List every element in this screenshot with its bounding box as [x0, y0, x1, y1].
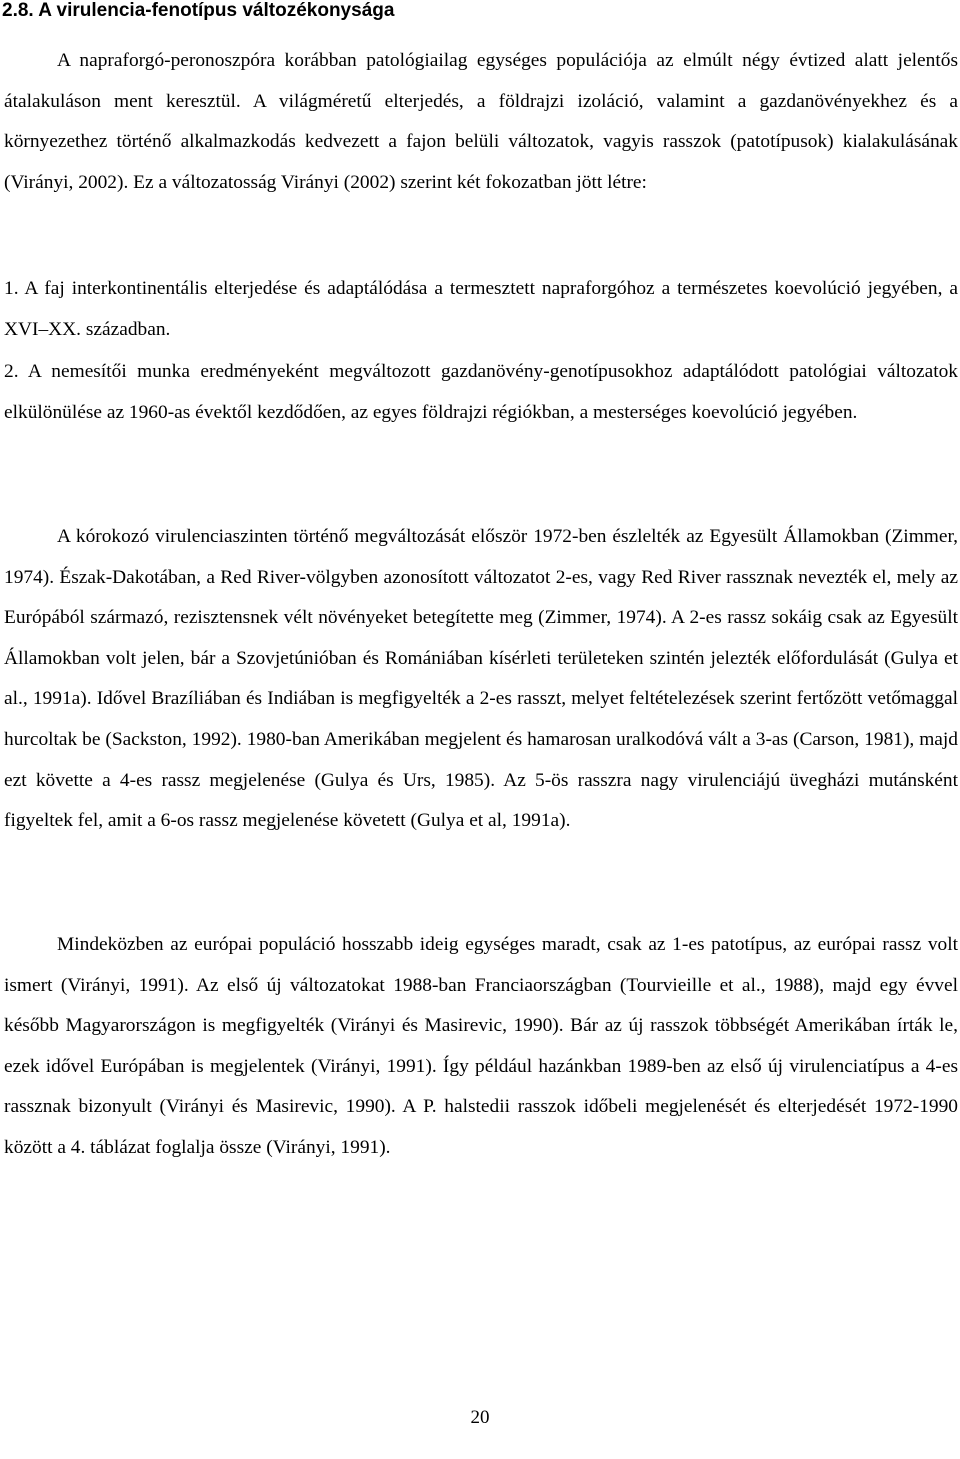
paragraph-american-races: A kórokozó virulenciaszinten történő megváltozását először 1972-ben észlelték az Egyesült Államokban (Zimmer, 1974). Észak-Dakotában, a Red River-völgyben azonosított változatot 2-es, vagy Red River rassznak nevezték el, mely az Európából származó, rezisztensnek vélt növényeket betegítette meg (Zimmer, 1974). A 2-es rassz sokáig csak az Egyesült Államokban volt jelen, bár a Szovjetúnióban és Romániában kísérleti területeken szintén jelezték előfordulását (Gulya et al., 1991a). Idővel Brazíliában és Indiában is megfigyelték a 2-es rasszt, melyet feltételezések szerint fertőzött vetőmaggal hurcoltak be (Sackston, 1992). 1980-ban Amerikában megjelent és hamarosan uralkodóvá vált a 3-as (Carson, 1981), majd ezt követte a 4-es rassz megjelenése (Gulya és Urs, 1985). Az 5-ös rasszra nagy virulenciájú üvegházi mutánsként figyeltek fel, amit a 6-os rassz megjelenése követett (Gulya et al, 1991a). [4, 526, 958, 832]
page-number: 20 [470, 1407, 490, 1428]
paragraph-intro: A napraforgó-peronoszpóra korábban patológiailag egységes populációja az elmúlt négy évtized alatt jelentős átalakuláson ment keresztül. A világméretű elterjedés, a földrajzi izoláció, valamint a gazdanövényekhez és a környezethez történő alkalmazkodás kedvezett a fajon belüli változatok, vagyis rasszok (patotípusok) kialakulásának (Virányi, 2002). Ez a változatosság Virányi (2002) szerint két fokozatban jött létre: [4, 50, 958, 193]
paragraph-stage-2: 2. A nemesítői munka eredményeként megváltozott gazdanövény-genotípusokhoz adaptálódott patológiai változatok elkülönülése az 1960-as évektől kezdődően, az egyes földrajzi régiókban, a mesterséges koevolúció jegyében. [4, 361, 958, 423]
paragraph-stage-1: 1. A faj interkontinentális elterjedése és adaptálódása a termesztett napraforgóhoz a természetes koevolúció jegyében, a XVI–XX. században. [4, 278, 958, 340]
paragraph-european-races: Mindeközben az európai populáció hosszabb ideig egységes maradt, csak az 1-es patotípus, az európai rassz volt ismert (Virányi, 1991). Az első új változatokat 1988-ban Franciaországban (Tourvieille et al., 1988), majd egy évvel később Magyarországon is megfigyelték (Virányi és Masirevic, 1990). Bár az új rasszok többségét Amerikában írták le, ezek idővel Európában is megjelentek (Virányi, 1991). Így például hazánkban 1989-ben az első új virulenciatípus a 4-es rassznak bizonyult (Virányi és Masirevic, 1990). A P. halstedii rasszok időbeli megjelenését és elterjedését 1972-1990 között a 4. táblázat foglalja össze (Virányi, 1991). [4, 934, 958, 1158]
section-heading: 2.8. A virulencia-fenotípus változékonysága [2, 0, 395, 21]
